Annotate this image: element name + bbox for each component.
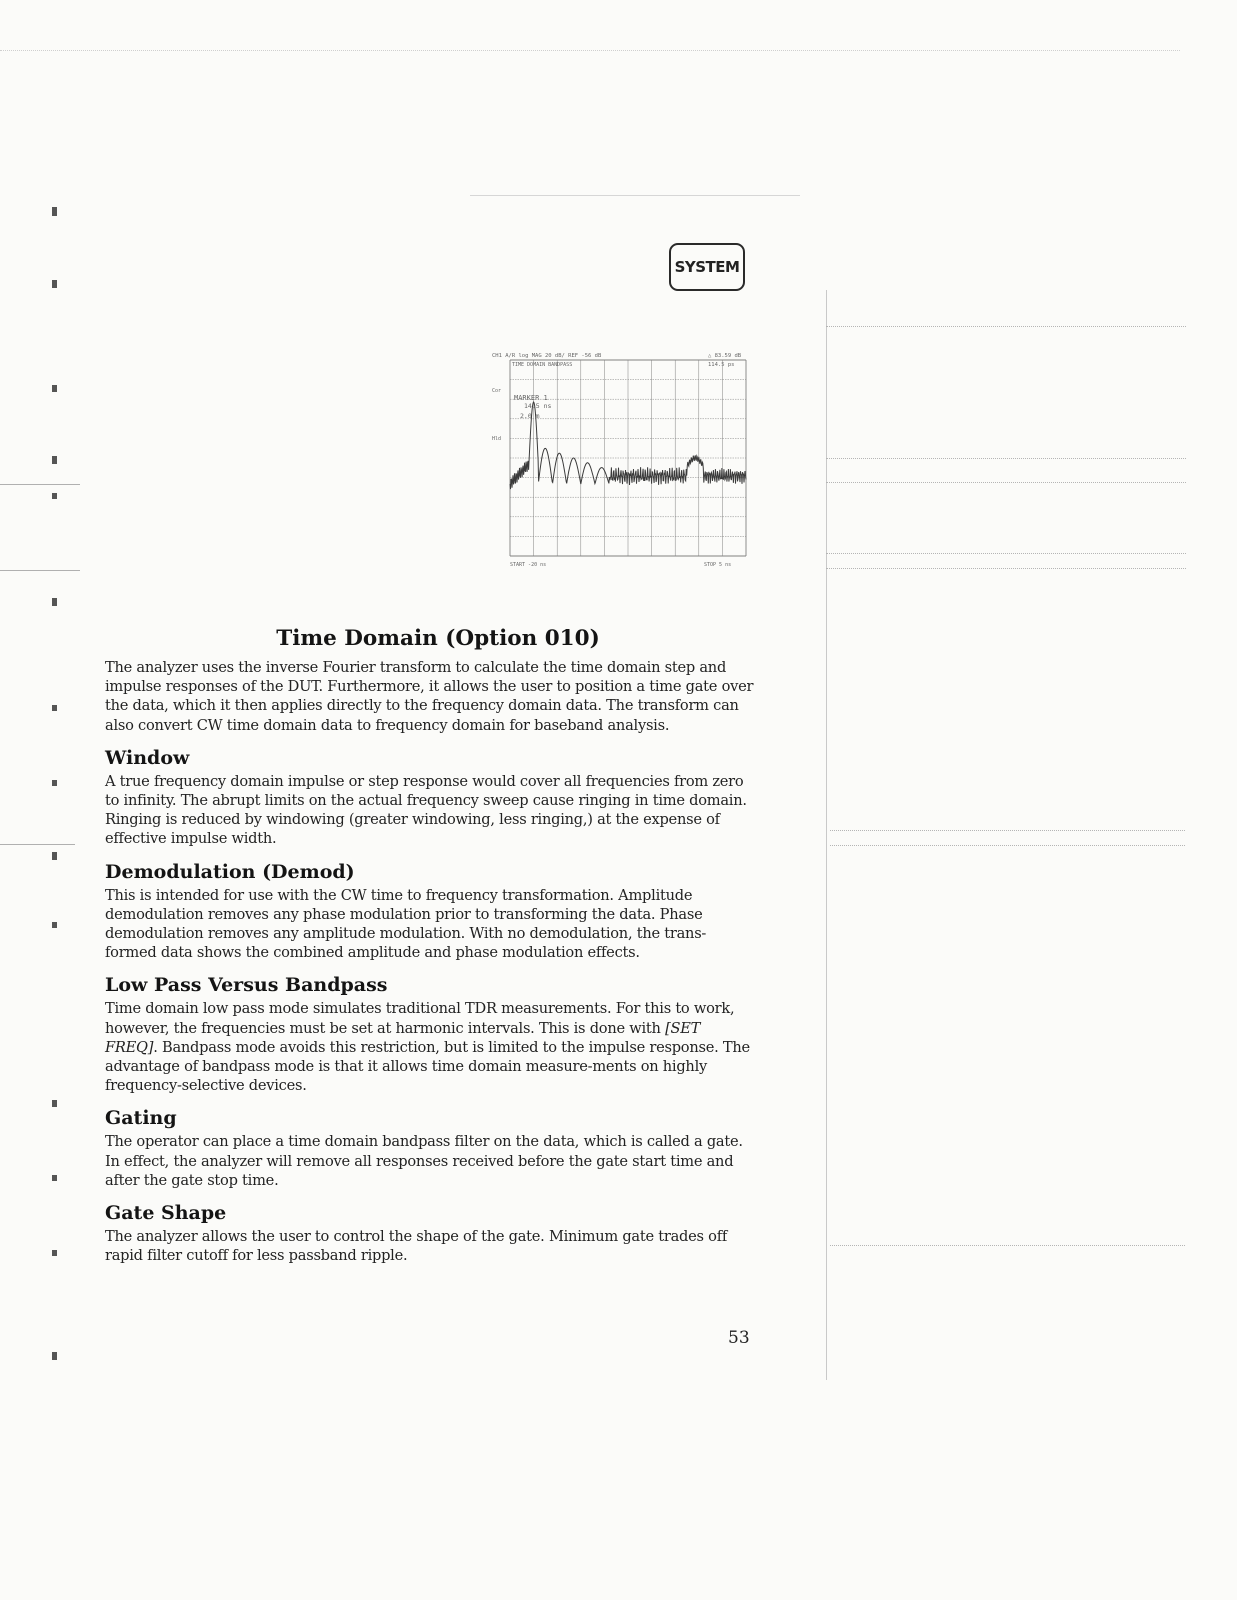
section-heading-demodulation: Demodulation (Demod) <box>105 860 355 883</box>
plot-mode-label: TIME DOMAIN BANDPASS <box>512 362 573 368</box>
system-key-label: SYSTEM <box>674 258 740 276</box>
low-pass-text-after: . Bandpass mode avoids this restriction, but is limited to the impulse response. The advantage of bandpass mode is that it allows time domain measure-ments on highly frequency-selective devices. <box>105 1038 750 1095</box>
ghost-rule <box>826 326 1186 328</box>
edge-mark <box>52 1100 57 1107</box>
ghost-rule <box>830 845 1185 847</box>
page-number: 53 <box>728 1328 750 1348</box>
ghost-rule <box>826 553 1186 555</box>
edge-dash <box>0 570 80 571</box>
plot-canvas <box>486 344 766 576</box>
binding-rule <box>826 290 827 1380</box>
section-text-gate-shape: The analyzer allows the user to control the shape of the gate. Minimum gate trades off rapid filter cutoff for less passband ripple. <box>105 1228 728 1265</box>
ghost-rule <box>826 568 1186 570</box>
edge-mark <box>52 493 57 499</box>
edge-dash <box>0 484 80 485</box>
edge-mark <box>52 705 57 711</box>
edge-mark <box>52 780 57 786</box>
analyzer-screen-plot <box>486 344 766 576</box>
ghost-rule <box>826 482 1186 484</box>
section-text-demodulation: This is intended for use with the CW time to frequency transformation. Amplitude demodulation removes any phase modulation prior to transforming the data. Phase demodulation removes any amplitude modulation. With no demodulation, the trans-formed data shows the combined amplitude and phase modulation effects. <box>105 886 707 962</box>
low-pass-text-before: Time domain low pass mode simulates traditional TDR measurements. For this to work, however, the frequencies must be set at harmonic intervals. This is done with <box>105 1000 735 1037</box>
top-scan-line <box>0 50 1180 51</box>
ghost-rule <box>830 830 1185 832</box>
plot-marker-time: 14.5 ns <box>524 402 552 410</box>
system-key-badge <box>669 243 745 291</box>
edge-mark <box>52 1175 57 1181</box>
plot-header-right: △ 83.59 dB <box>708 353 742 359</box>
plot-side-label-cor: Cor <box>492 388 502 394</box>
plot-marker-label: MARKER 1 <box>514 394 548 402</box>
section-heading-gate-shape: Gate Shape <box>105 1202 227 1225</box>
page-content <box>105 626 757 1265</box>
edge-mark <box>52 598 57 606</box>
edge-mark <box>52 852 57 860</box>
plot-header-right-value: 114.5 ps <box>708 362 735 368</box>
edge-mark <box>52 456 57 464</box>
edge-mark <box>52 385 57 392</box>
plot-stop-label: STOP 5 ns <box>704 562 732 568</box>
section-text-gating: The operator can place a time domain bandpass filter on the data, which is called a gate. In effect, the analyzer will remove all responses received before the gate start time and after the gate stop time. <box>105 1133 743 1189</box>
intro-paragraph: The analyzer uses the inverse Fourier transform to calculate the time domain step and impulse responses of the DUT. Furthermore, it allows the user to position a time gate over the data, which it then applies directly to the frequency domain data. The transform can also convert CW time domain data to frequency domain for baseband analysis. <box>105 659 754 734</box>
section-heading-low-pass: Low Pass Versus Bandpass <box>105 974 388 997</box>
section-heading-window: Window <box>105 746 190 769</box>
section-heading-gating: Gating <box>105 1107 177 1130</box>
section-text-window: A true frequency domain impulse or step response would cover all frequencies from zero to infinity. The abrupt limits on the actual frequency sweep cause ringing in time domain. Ringing is reduced by windowing (greater windowing, less ringing,) at the expense of effective impulse width. <box>105 772 747 848</box>
edge-mark <box>52 280 57 288</box>
edge-dash <box>0 844 75 845</box>
edge-mark <box>52 922 57 928</box>
plot-start-label: START -20 ns <box>510 562 547 568</box>
plot-side-label-hld: Hld <box>492 436 502 442</box>
edge-mark <box>52 1352 57 1360</box>
ghost-rule <box>826 458 1186 460</box>
ghost-rule <box>830 1245 1185 1247</box>
plot-grid <box>510 360 746 556</box>
set-freq-key-reference: [SET FREQ] <box>105 1019 701 1056</box>
page-title: Time Domain (Option 010) <box>276 626 600 651</box>
section-text-low-pass <box>105 999 757 1095</box>
speckle <box>470 195 800 196</box>
edge-mark <box>52 207 57 216</box>
plot-header-left: CH1 A/R log MAG 20 dB/ REF -56 dB <box>492 353 602 359</box>
edge-mark <box>52 1250 57 1256</box>
plot-marker-distance: 2.0 m <box>520 412 540 420</box>
